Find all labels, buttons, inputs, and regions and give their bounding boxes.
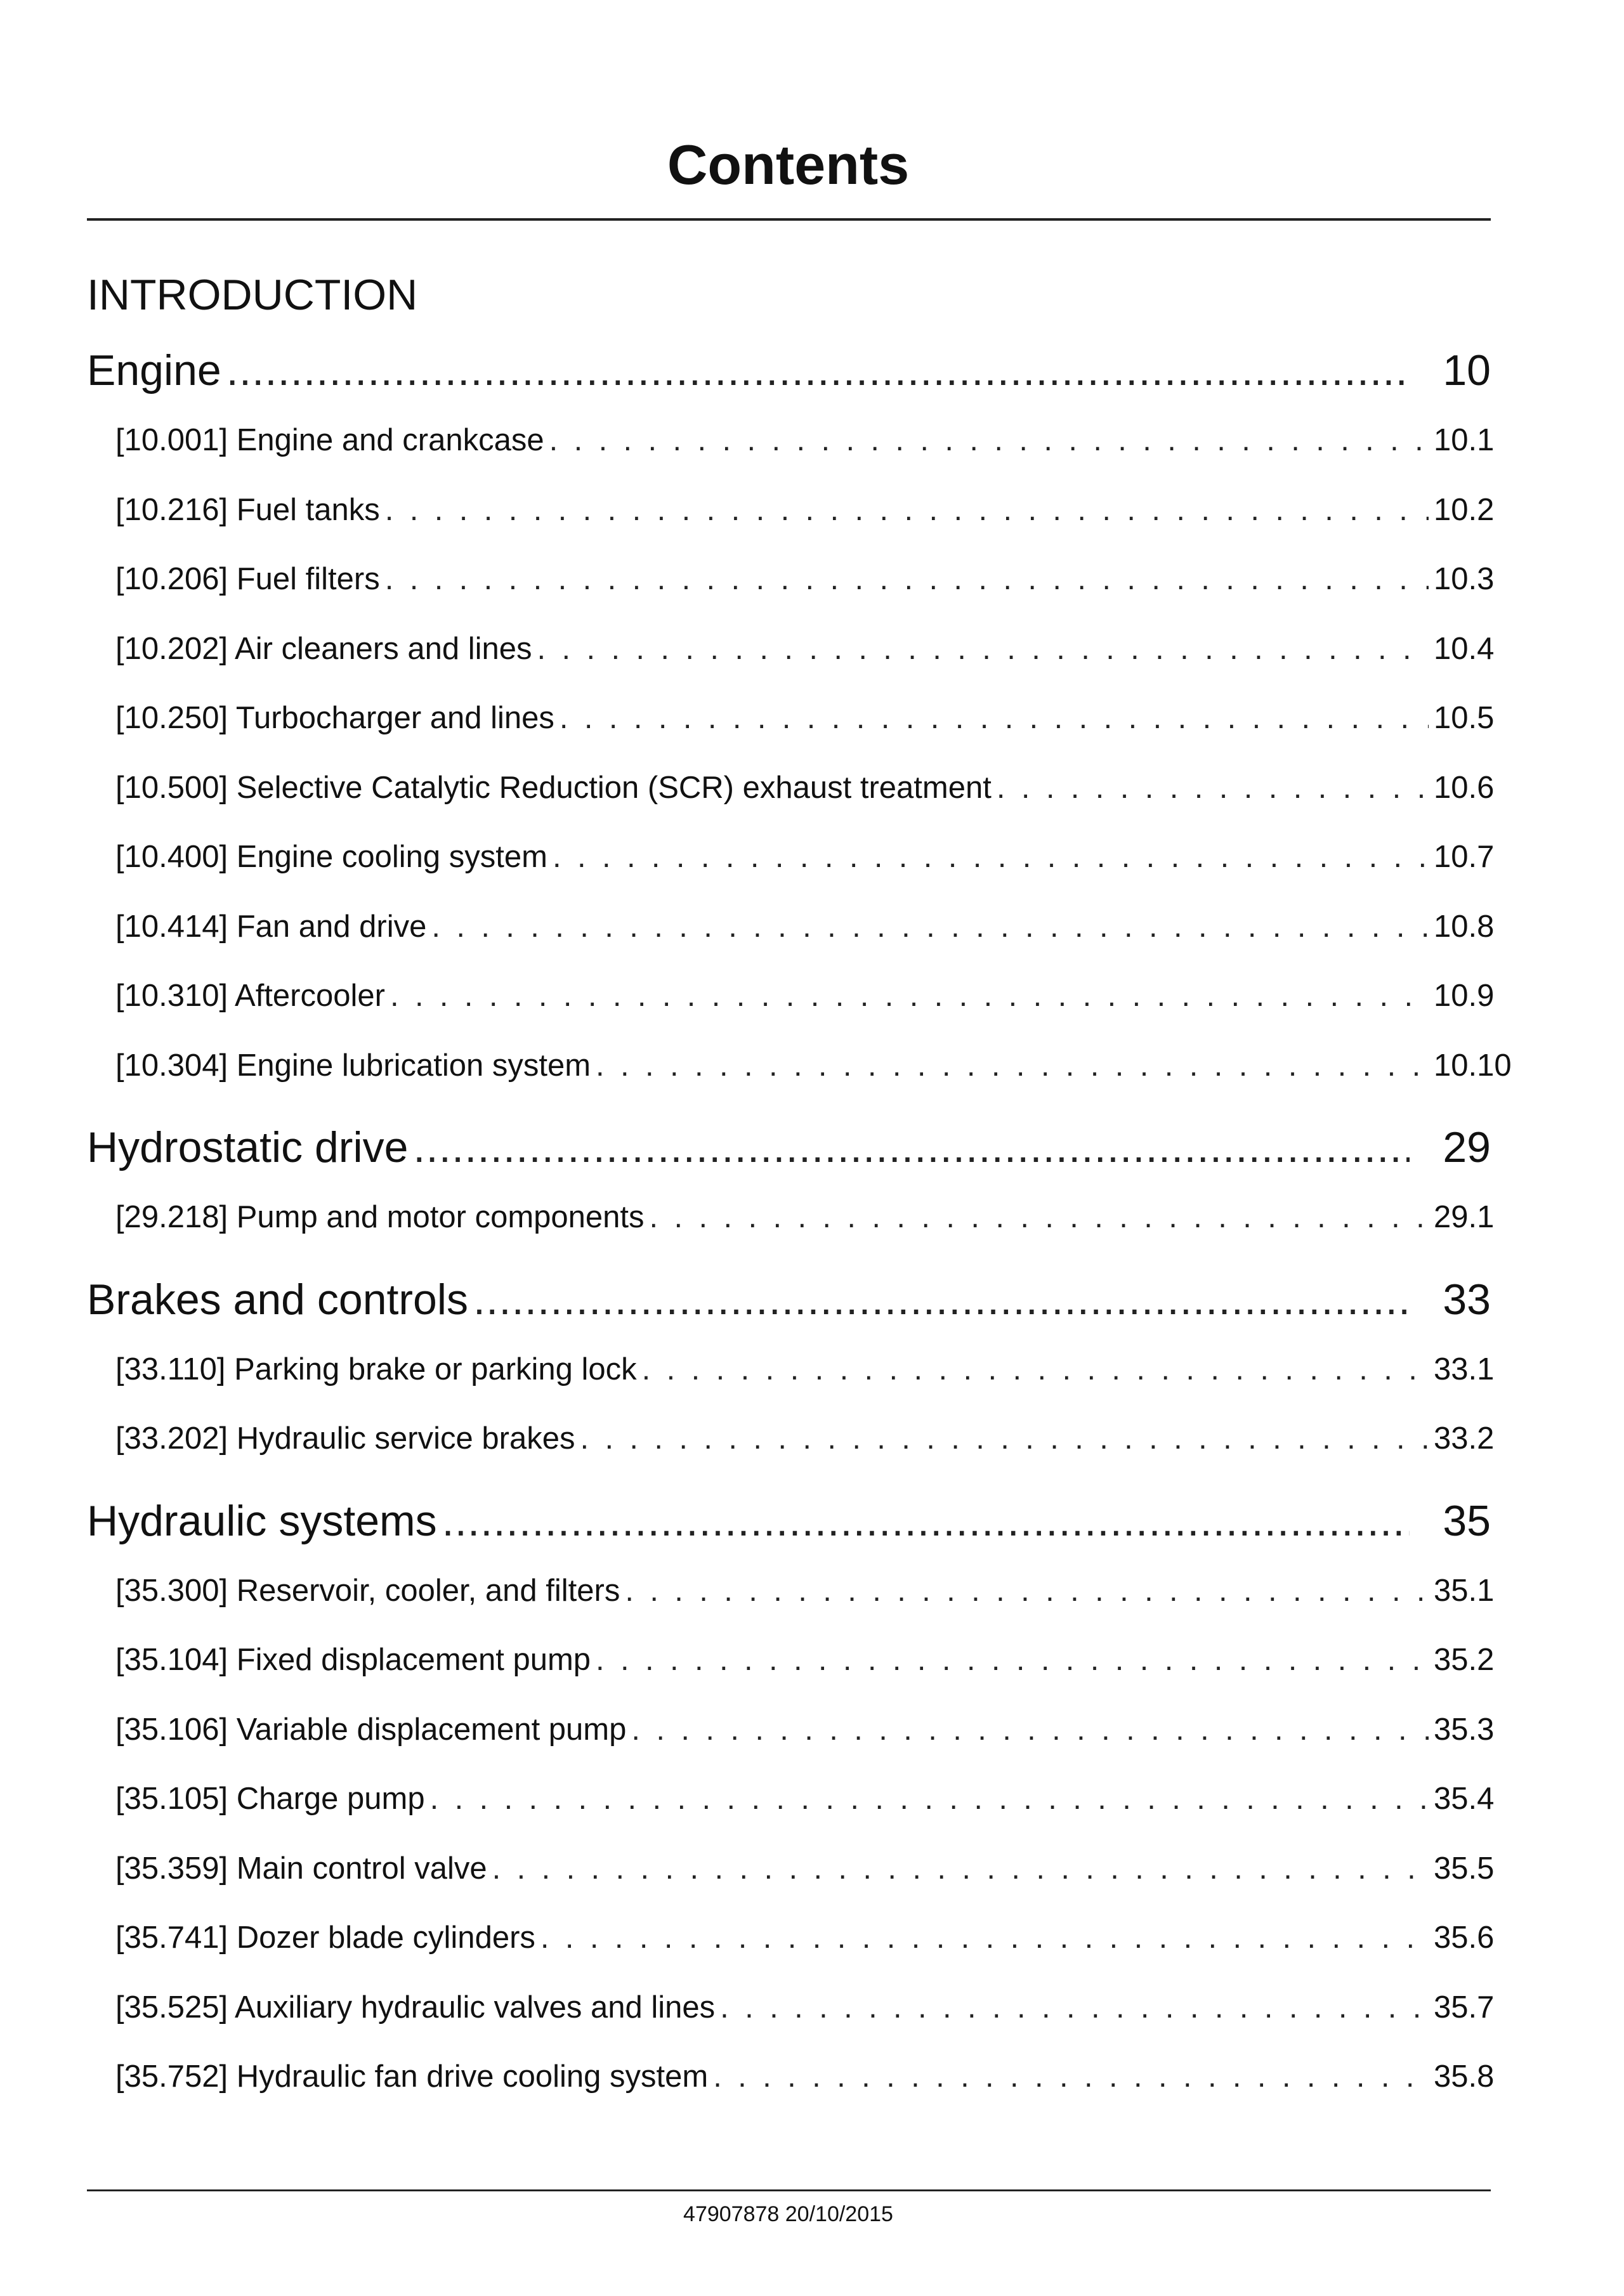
toc-section-entry-label: [35.106] Variable displacement pump: [115, 1712, 627, 1747]
toc-section-entry-page-number: 29.1: [1434, 1200, 1495, 1234]
toc-section-entry-page-number: 10.5: [1434, 701, 1495, 735]
toc-section-entry-label: [10.400] Engine cooling system: [115, 840, 547, 874]
dot-leader: [560, 684, 1429, 753]
toc-chapter-entry-page-number: 33: [1443, 1275, 1491, 1324]
toc-section-entry-page-number: 33.1: [1434, 1352, 1495, 1386]
toc-section-entry-label: [10.500] Selective Catalytic Reduction (SCR) exhaust treatment: [115, 770, 992, 805]
toc-chapter-entry[interactable]: [87, 1485, 1491, 1556]
toc-section-entry-page-number: 10.8: [1434, 909, 1495, 944]
toc-section-entry-label: [35.525] Auxiliary hydraulic valves and lines: [115, 1990, 716, 2025]
dot-leader: [473, 1264, 1410, 1335]
toc-section-entry-label: [35.359] Main control valve: [115, 1851, 487, 1886]
toc-section-entry[interactable]: [87, 823, 1495, 892]
dot-leader: [430, 1764, 1429, 1834]
introduction-heading[interactable]: INTRODUCTION: [87, 271, 418, 319]
title-divider: [87, 218, 1491, 221]
toc-section-entry-label: [35.741] Dozer blade cylinders: [115, 1921, 535, 1955]
toc-section-entry-page-number: 35.6: [1434, 1921, 1495, 1955]
toc-section-entry-label: [29.218] Pump and motor components: [115, 1200, 645, 1234]
dot-leader: [650, 1183, 1429, 1253]
dot-leader: [413, 1112, 1410, 1183]
toc-section-entry[interactable]: [87, 1973, 1495, 2043]
toc-section-entry-page-number: 10.1: [1434, 423, 1495, 457]
toc-section-entry-page-number: 10.7: [1434, 840, 1495, 874]
toc-section-entry-page-number: 35.1: [1434, 1573, 1495, 1608]
toc-section-entry-label: [33.110] Parking brake or parking lock: [115, 1352, 637, 1386]
dot-leader: [596, 1626, 1429, 1695]
toc-section-entry[interactable]: [87, 753, 1495, 823]
toc-chapter-entry[interactable]: [87, 335, 1491, 406]
toc-chapter-entry-page-number: 10: [1443, 346, 1491, 395]
toc-section-entry-label: [10.310] Aftercooler: [115, 979, 385, 1013]
page-title: Contents: [667, 133, 910, 196]
toc-section-entry-page-number: 10.3: [1434, 562, 1495, 596]
toc-section-entry[interactable]: [87, 684, 1495, 753]
toc-chapter-entry[interactable]: [87, 1112, 1491, 1183]
toc-section-entry-label: [35.104] Fixed displacement pump: [115, 1643, 591, 1677]
toc-chapter-entry-page-number: 35: [1443, 1496, 1491, 1545]
toc-chapter-entry-label: Hydraulic systems: [87, 1496, 437, 1545]
toc-section-entry[interactable]: [87, 476, 1495, 545]
toc-chapter-entry-page-number: 29: [1443, 1123, 1491, 1171]
toc-section-entry[interactable]: [87, 1695, 1495, 1765]
toc-section-entry-label: [10.206] Fuel filters: [115, 562, 380, 596]
dot-leader: [442, 1485, 1410, 1556]
toc-section-entry[interactable]: [87, 1404, 1495, 1474]
toc-section-entry[interactable]: [87, 892, 1495, 962]
toc-section-entry-label: [35.300] Reservoir, cooler, and filters: [115, 1573, 620, 1608]
toc-section-entry-page-number: 35.2: [1434, 1643, 1495, 1677]
toc-chapter-entry-label: Hydrostatic drive: [87, 1123, 409, 1171]
toc-section-entry-label: [10.202] Air cleaners and lines: [115, 631, 532, 666]
toc-section-entry[interactable]: [87, 1764, 1495, 1834]
toc-chapter-entry-label: Brakes and controls: [87, 1275, 468, 1324]
toc-chapter: [87, 1485, 1495, 2112]
toc-section-entry[interactable]: [87, 1031, 1512, 1101]
toc-section-entry-label: [10.304] Engine lubrication system: [115, 1048, 591, 1083]
toc-section-entry-page-number: 35.4: [1434, 1782, 1495, 1816]
toc-section-entry[interactable]: [87, 1626, 1495, 1695]
toc-section-entry-page-number: 10.9: [1434, 979, 1495, 1013]
dot-leader: [385, 476, 1429, 545]
toc-section-entry[interactable]: [87, 406, 1495, 476]
toc-section-entry[interactable]: [87, 1335, 1495, 1405]
toc-section-entry[interactable]: [87, 1556, 1495, 1626]
dot-leader: [625, 1556, 1429, 1626]
dot-leader: [537, 615, 1429, 684]
toc-section-entry-page-number: 10.2: [1434, 492, 1495, 527]
toc-section-entry-page-number: 10.10: [1434, 1048, 1512, 1083]
toc-section-entry-label: [33.202] Hydraulic service brakes: [115, 1421, 575, 1456]
toc-section-entry-label: [10.216] Fuel tanks: [115, 492, 380, 527]
toc-section-entry-label: [10.414] Fan and drive: [115, 909, 427, 944]
toc-section-entry-page-number: 35.7: [1434, 1990, 1495, 2025]
dot-leader: [385, 545, 1429, 615]
toc-section-entry-label: [10.001] Engine and crankcase: [115, 423, 544, 457]
toc-chapter: [87, 1264, 1495, 1474]
dot-leader: [997, 753, 1429, 823]
toc-section-entry[interactable]: [87, 545, 1495, 615]
dot-leader: [431, 892, 1429, 962]
toc-section-entry[interactable]: [87, 2042, 1495, 2112]
toc-section-entry-label: [35.105] Charge pump: [115, 1782, 425, 1816]
footer-divider: [87, 2189, 1491, 2191]
toc-chapter-entry-label: Engine: [87, 346, 221, 395]
dot-leader: [492, 1834, 1429, 1904]
dot-leader: [642, 1335, 1429, 1405]
table-of-contents: [87, 335, 1512, 2112]
toc-chapter: [87, 335, 1512, 1100]
toc-section-entry-page-number: 10.6: [1434, 770, 1495, 805]
dot-leader: [596, 1031, 1429, 1101]
toc-section-entry-page-number: 33.2: [1434, 1421, 1495, 1456]
dot-leader: [553, 823, 1429, 892]
dot-leader: [226, 335, 1410, 406]
toc-section-entry-page-number: 35.8: [1434, 2059, 1495, 2094]
dot-leader: [720, 1973, 1429, 2043]
dot-leader: [713, 2042, 1429, 2112]
dot-leader: [631, 1695, 1429, 1765]
toc-chapter: [87, 1112, 1495, 1253]
toc-section-entry-page-number: 10.4: [1434, 631, 1495, 666]
toc-section-entry[interactable]: [87, 615, 1495, 684]
toc-section-entry-label: [10.250] Turbocharger and lines: [115, 701, 554, 735]
toc-section-entry[interactable]: [87, 1903, 1495, 1973]
toc-section-entry-page-number: 35.5: [1434, 1851, 1495, 1886]
dot-leader: [549, 406, 1429, 476]
toc-section-entry[interactable]: [87, 962, 1495, 1031]
toc-section-entry-label: [35.752] Hydraulic fan drive cooling system: [115, 2059, 709, 2094]
footer-document-id: 47907878 20/10/2015: [683, 2202, 893, 2226]
dot-leader: [540, 1903, 1429, 1973]
toc-section-entry[interactable]: [87, 1183, 1495, 1253]
toc-section-entry[interactable]: [87, 1834, 1495, 1904]
toc-chapter-entry[interactable]: [87, 1264, 1491, 1335]
dot-leader: [390, 962, 1429, 1031]
toc-section-entry-page-number: 35.3: [1434, 1712, 1495, 1747]
dot-leader: [580, 1404, 1429, 1474]
